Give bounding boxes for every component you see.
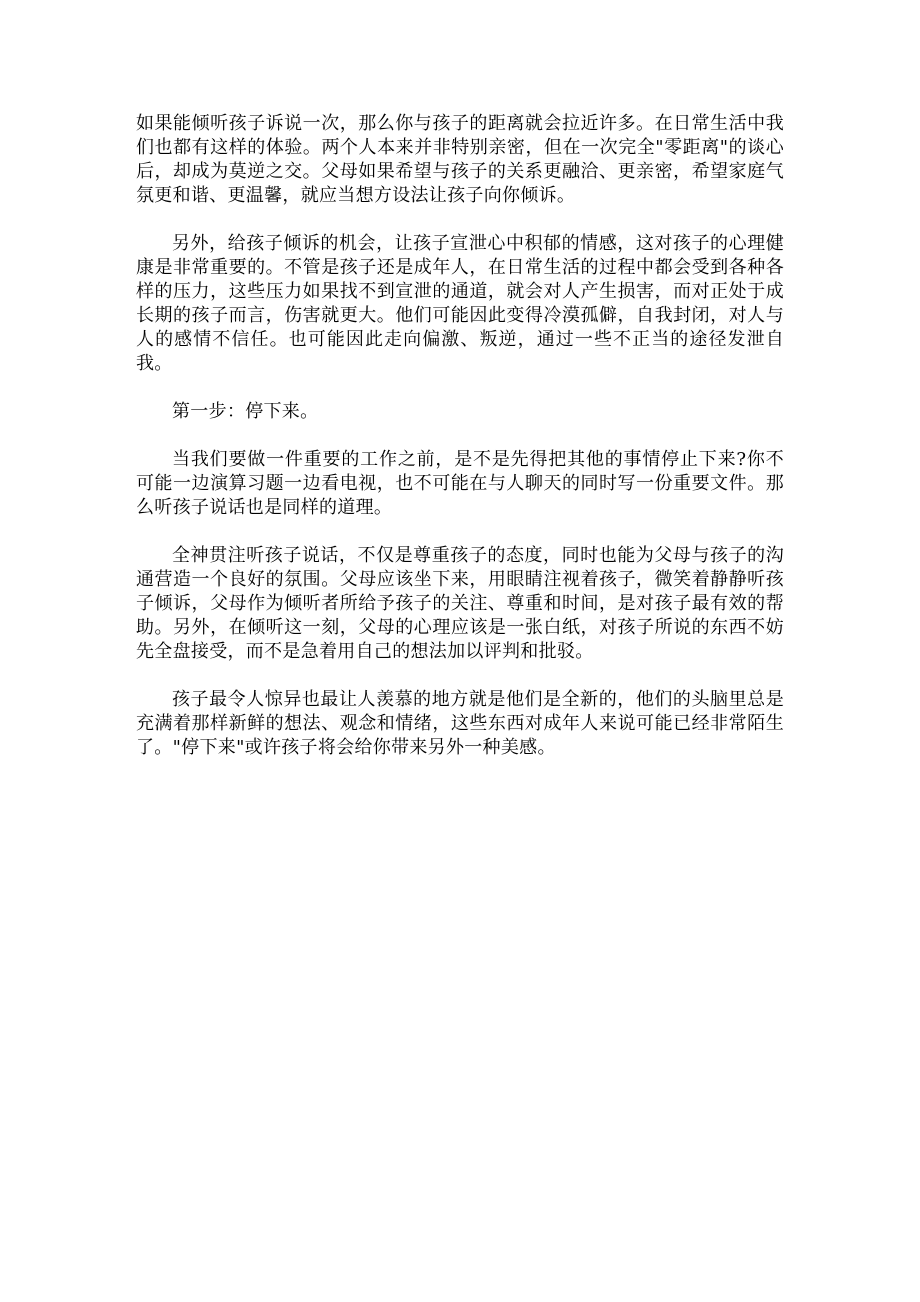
paragraph-5: 孩子最令人惊异也最让人羡慕的地方就是他们是全新的，他们的头脑里总是充满着那样新鲜的想法、观念和情绪，这些东西对成年人来说可能已经非常陌生了。"停下来"或许孩子将会给你带来另外一种美感。 xyxy=(136,689,784,758)
paragraph-3: 当我们要做一件重要的工作之前，是不是先得把其他的事情停止下来?你不可能一边演算习题一边看电视，也不可能在与人聊天的同时写一份重要文件。那么听孩子说话也是同样的道理。 xyxy=(136,449,784,518)
section-heading-step-one: 第一步：停下来。 xyxy=(172,401,319,422)
document-page xyxy=(136,112,784,784)
paragraph-1: 如果能倾听孩子诉说一次，那么你与孩子的距离就会拉近许多。在日常生活中我们也都有这样的体验。两个人本来并非特别亲密，但在一次完全"零距离"的谈心后，却成为莫逆之交。父母如果希望与孩子的关系更融洽、更亲密，希望家庭气氛更和谐、更温馨，就应当想方设法让孩子向你倾诉。 xyxy=(136,113,784,206)
paragraph-2: 另外，给孩子倾诉的机会，让孩子宣泄心中积郁的情感，这对孩子的心理健康是非常重要的。不管是孩子还是成年人，在日常生活的过程中都会受到各种各样的压力，这些压力如果找不到宣泄的通道，就会对人产生损害，而对正处于成长期的孩子而言，伤害就更大。他们可能因此变得冷漠孤僻，自我封闭，对人与人的感情不信任。也可能因此走向偏激、叛逆，通过一些不正当的途径发泄自我。 xyxy=(136,233,784,374)
paragraph-4: 全神贯注听孩子说话，不仅是尊重孩子的态度，同时也能为父母与孩子的沟通营造一个良好的氛围。父母应该坐下来，用眼睛注视着孩子，微笑着静静听孩子倾诉，父母作为倾听者所给予孩子的关注、尊重和时间，是对孩子最有效的帮助。另外，在倾听这一刻，父母的心理应该是一张白纸，对孩子所说的东西不妨先全盘接受，而不是急着用自己的想法加以评判和批驳。 xyxy=(136,545,784,662)
